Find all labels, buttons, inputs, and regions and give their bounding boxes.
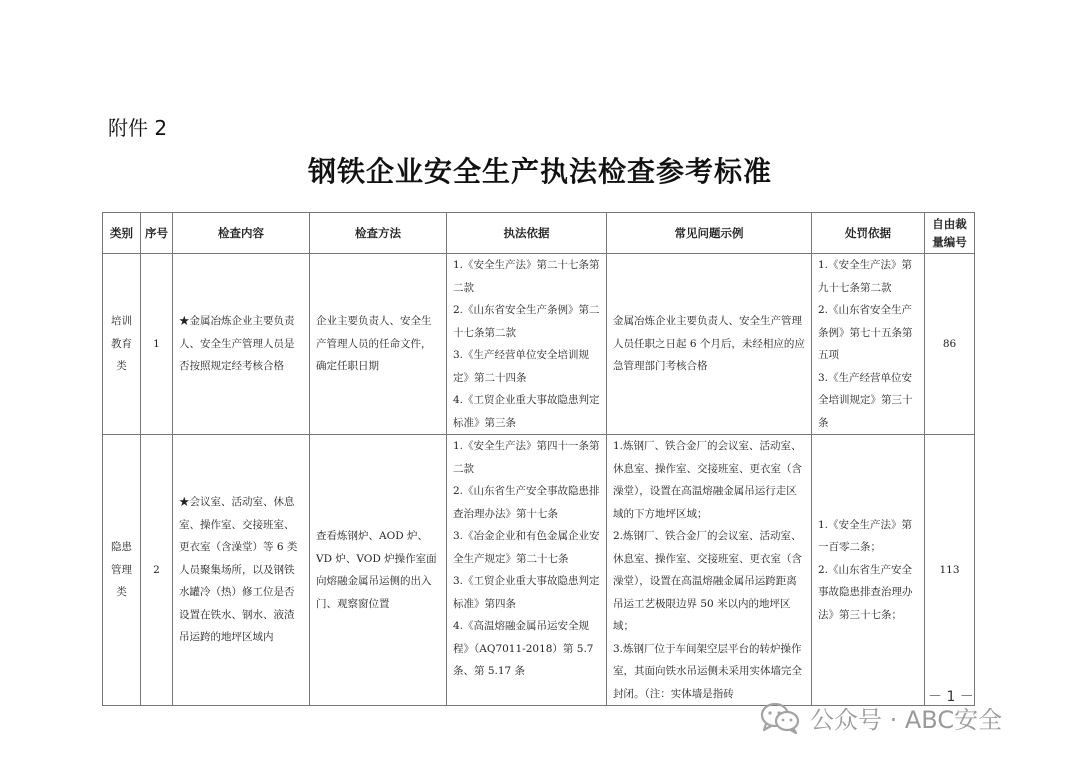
basis-item: 1.《安全生产法》第二十七条第二款 xyxy=(453,259,600,294)
page-number: － 1 － xyxy=(928,689,974,705)
inspection-standards-table xyxy=(102,212,975,706)
problem-item: 金属冶炼企业主要负责人、安全生产管理人员任职之日起 6 个月后，未经相应的应急管理部门考核合格 xyxy=(613,315,805,373)
cell-category: 培训教育类 xyxy=(103,254,141,435)
wechat-icon xyxy=(760,702,800,734)
penalty-item: 3.《生产经营单位安全培训规定》第三十条 xyxy=(818,371,913,429)
table-header-row xyxy=(103,213,975,254)
basis-item: 3.《生产经营单位安全培训规定》第二十四条 xyxy=(453,349,590,384)
header-penalty: 处罚依据 xyxy=(812,213,925,254)
cell-category: 隐患管理类 xyxy=(103,435,141,706)
basis-item: 2.《山东省安全生产条例》第二十七条第二款 xyxy=(453,304,600,339)
watermark xyxy=(760,700,1002,735)
penalty-item: 2.《山东省生产安全事故隐患排查治理办法》第三十七条； xyxy=(818,563,913,621)
cell-method: 企业主要负责人、安全生产管理人员的任命文件，确定任职日期 xyxy=(310,254,447,435)
cell-basis xyxy=(447,435,607,706)
penalty-item: 1.《安全生产法》第一百零二条； xyxy=(818,518,913,554)
problem-item: 3.炼钢厂位于车间架空层平台的转炉操作室，其面向铁水吊运侧未采用实体墙完全封闭。（注：实体墙是指砖 xyxy=(613,642,802,700)
watermark-text: 公众号 · ABC安全 xyxy=(810,706,1003,734)
header-problems: 常见问题示例 xyxy=(607,213,812,254)
basis-item: 3.《工贸企业重大事故隐患判定标准》第四条 xyxy=(453,575,600,610)
problem-item: 2.炼钢厂、铁合金厂的会议室、活动室、休息室、操作室、交接班室、更衣室（含澡堂），设置在高温熔融金属吊运跨距离吊运工艺极限边界 50 米以内的地坪区域； xyxy=(613,530,802,632)
penalty-item: 1.《安全生产法》第九十七条第二款 xyxy=(818,259,913,294)
table-row xyxy=(103,435,975,706)
cell-method: 查看炼钢炉、AOD 炉、VD 炉、VOD 炉操作室面向熔融金属吊运侧的出入门、观察窗位置 xyxy=(310,435,447,706)
basis-item: 4.《工贸企业重大事故隐患判定标准》第三条 xyxy=(453,394,600,429)
document-title: 钢铁企业安全生产执法检查参考标准 xyxy=(307,155,772,188)
cell-problems xyxy=(607,254,812,435)
header-no: 序号 xyxy=(141,213,173,254)
attachment-label: 附件 2 xyxy=(108,116,168,140)
cell-content: ★金属冶炼企业主要负责人、安全生产管理人员是否按照规定经考核合格 xyxy=(173,254,310,435)
header-basis: 执法依据 xyxy=(447,213,607,254)
problem-item: 1.炼钢厂、铁合金厂的会议室、活动室、休息室、操作室、交接班室、更衣室（含澡堂），设置在高温熔融金属吊运行走区域的下方地坪区域； xyxy=(613,440,802,520)
cell-no: 2 xyxy=(141,435,173,706)
cell-no: 1 xyxy=(141,254,173,435)
cell-discretion: 113 xyxy=(925,435,975,706)
header-discretion: 自由裁量编号 xyxy=(925,213,975,254)
cell-basis xyxy=(447,254,607,435)
cell-content: ★会议室、活动室、休息室、操作室、交接班室、更衣室（含澡堂）等 6 类人员聚集场所，以及钢铁水罐冷（热）修工位是否设置在铁水、钢水、液渣吊运跨的地坪区域内 xyxy=(173,435,310,706)
cell-problems xyxy=(607,435,812,706)
basis-item: 1.《安全生产法》第四十一条第二款 xyxy=(453,440,600,475)
basis-item: 3.《冶金企业和有色金属企业安全生产规定》第二十七条 xyxy=(453,530,600,565)
basis-item: 2.《山东省生产安全事故隐患排查治理办法》第十七条 xyxy=(453,485,600,520)
header-category: 类别 xyxy=(103,213,141,254)
table-row xyxy=(103,254,975,435)
basis-item: 4.《高温熔融金属吊运安全规程》（AQ7011-2018）第 5.7 条、第 5.17 条 xyxy=(453,620,594,677)
cell-penalty xyxy=(812,254,925,435)
header-method: 检查方法 xyxy=(310,213,447,254)
cell-discretion: 86 xyxy=(925,254,975,435)
penalty-item: 2.《山东省安全生产条例》第七十五条第五项 xyxy=(818,304,913,361)
header-content: 检查内容 xyxy=(173,213,310,254)
cell-penalty xyxy=(812,435,925,706)
